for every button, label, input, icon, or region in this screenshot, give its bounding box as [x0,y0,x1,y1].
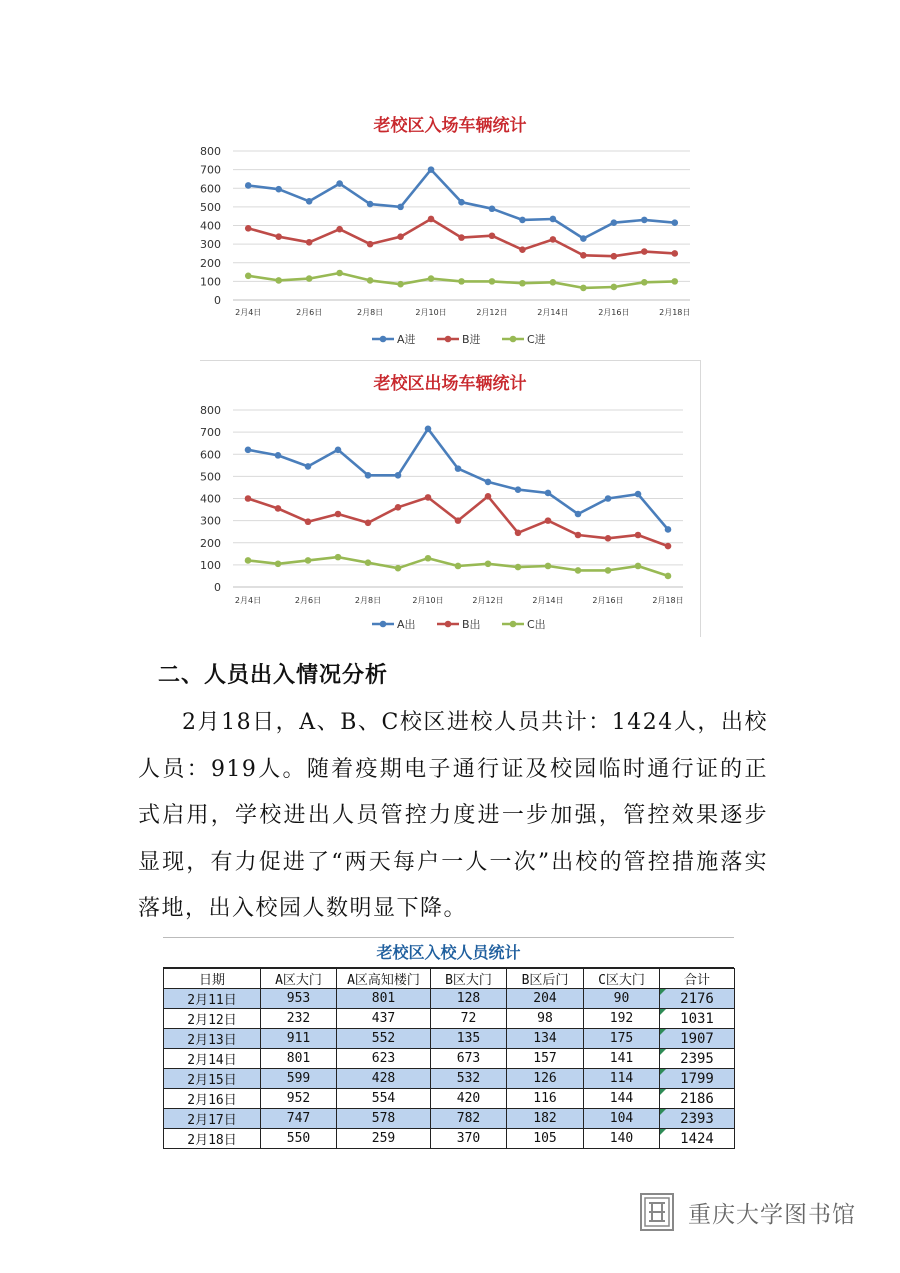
data-point [485,493,492,500]
y-tick-label: 100 [200,558,221,572]
data-point [519,246,526,253]
column-header: 日期 [164,969,261,989]
data-point [545,563,552,570]
data-point [365,520,372,527]
legend-item [502,332,546,346]
data-point [458,234,465,241]
table-row [164,1109,735,1129]
x-tick-label: 2月16日 [592,596,624,605]
legend-swatch-marker [510,336,517,343]
table-cell: 578 [337,1109,431,1129]
data-point [605,567,612,574]
data-point [575,567,582,574]
y-tick-label: 400 [200,219,221,233]
column-header: 合计 [660,969,735,989]
table-cell: 952 [261,1089,337,1109]
y-tick-label: 500 [200,200,221,214]
stats-table [163,968,735,1149]
table-cell: 1424 [660,1129,735,1149]
exit-vehicle-chart [200,360,701,637]
y-tick-label: 300 [200,514,221,528]
data-point [365,472,372,479]
data-point [275,452,282,459]
table-cell: 552 [337,1029,431,1049]
table-cell: 204 [507,989,584,1009]
legend-item [372,617,416,631]
data-point [335,447,342,454]
data-point [428,216,435,223]
data-point [515,564,522,571]
data-point [425,426,432,433]
data-point [245,272,252,279]
y-tick-label: 300 [200,238,221,252]
table-cell: 2月17日 [164,1109,261,1129]
data-point [635,491,642,498]
table-cell: 2月11日 [164,989,261,1009]
table-cell: 623 [337,1049,431,1069]
data-point [458,278,465,285]
table-cell: 747 [261,1109,337,1129]
data-point [245,495,252,502]
table-row [164,1069,735,1089]
data-point [365,559,372,566]
x-tick-label: 2月16日 [598,308,630,317]
table-cell: 2月14日 [164,1049,261,1069]
legend-swatch-marker [380,336,387,343]
library-seal-icon [640,1193,674,1231]
data-point [455,465,462,472]
data-point [519,280,526,287]
x-tick-label: 2月12日 [472,596,504,605]
data-point [428,166,435,173]
table-cell: 420 [431,1089,507,1109]
table-cell: 98 [507,1009,584,1029]
table-cell: 141 [584,1049,660,1069]
data-point [485,560,492,567]
column-header: A区大门 [261,969,337,989]
data-point [367,201,374,208]
data-point [306,275,313,282]
table-cell: 72 [431,1009,507,1029]
table-cell: 105 [507,1129,584,1149]
x-tick-label: 2月10日 [412,596,444,605]
data-point [635,532,642,539]
column-header: B区大门 [431,969,507,989]
table-body [164,989,735,1149]
legend-swatch-marker [445,336,452,343]
table-cell: 134 [507,1029,584,1049]
table-cell: 126 [507,1069,584,1089]
legend-label: A进 [397,333,416,346]
table-cell: 2176 [660,989,735,1009]
table-cell: 175 [584,1029,660,1049]
data-point [455,517,462,524]
data-point [305,518,312,525]
table-cell: 801 [261,1049,337,1069]
data-point [575,532,582,539]
legend-item [437,617,481,631]
column-header: A区高知楼门 [337,969,431,989]
table-cell: 2186 [660,1089,735,1109]
table-cell: 1799 [660,1069,735,1089]
table-cell: 911 [261,1029,337,1049]
table-cell: 157 [507,1049,584,1069]
data-point [665,573,672,580]
y-tick-label: 600 [200,182,221,196]
y-tick-label: 800 [200,404,221,417]
data-point [515,486,522,493]
data-point [306,239,313,246]
data-point [336,226,343,233]
table-cell: 128 [431,989,507,1009]
table-cell: 953 [261,989,337,1009]
column-header: C区大门 [584,969,660,989]
data-point [306,198,313,205]
table-cell: 599 [261,1069,337,1089]
y-tick-label: 0 [214,581,221,594]
table-row [164,989,735,1009]
x-tick-label: 2月18日 [659,308,691,317]
table-row [164,1009,735,1029]
table-cell: 1031 [660,1009,735,1029]
data-point [458,199,465,206]
data-point [485,479,492,486]
data-point [395,565,402,572]
data-point [665,526,672,533]
x-tick-label: 2月18日 [652,596,684,605]
data-point [641,217,648,224]
data-point [611,284,618,291]
data-point [428,275,435,282]
legend-swatch-marker [445,621,452,628]
table-header-row [164,969,735,989]
table-cell: 554 [337,1089,431,1109]
data-point [580,235,587,242]
table-cell: 104 [584,1109,660,1129]
table-cell: 259 [337,1129,431,1149]
data-point [550,216,557,223]
table-cell: 116 [507,1089,584,1109]
table-cell: 2393 [660,1109,735,1129]
data-point [545,517,552,524]
table-cell: 370 [431,1129,507,1149]
section-heading: 二、人员出入情况分析 [158,663,389,688]
data-point [245,447,252,454]
legend-label: B出 [462,618,481,631]
data-point [550,279,557,286]
data-point [397,281,404,288]
table-cell: 182 [507,1109,584,1129]
data-point [275,505,282,512]
y-tick-label: 200 [200,256,221,270]
data-point [275,186,282,193]
data-point [275,277,282,284]
data-point [395,504,402,511]
data-point [245,182,252,189]
table-title: 老校区入校人员统计 [163,937,734,968]
x-tick-label: 2月6日 [294,596,322,605]
data-point [671,278,678,285]
table-cell: 428 [337,1069,431,1089]
table-cell: 2月18日 [164,1129,261,1149]
data-point [305,557,312,564]
data-point [515,529,522,536]
data-point [367,241,374,248]
exit-vehicle-chart-svg [200,361,700,637]
data-point [545,490,552,497]
data-point [397,204,404,211]
data-point [275,233,282,240]
data-point [580,252,587,259]
entry-vehicle-chart-svg [200,100,700,358]
data-point [335,511,342,518]
table-cell: 192 [584,1009,660,1029]
data-point [489,232,496,239]
x-tick-label: 2月4日 [235,308,262,317]
data-point [336,180,343,187]
table-row [164,1049,735,1069]
data-point [489,205,496,212]
y-tick-label: 400 [200,492,221,506]
legend-item [502,617,546,631]
data-point [275,560,282,567]
y-tick-label: 700 [200,426,221,440]
table-cell: 2月16日 [164,1089,261,1109]
table-cell: 135 [431,1029,507,1049]
y-tick-label: 700 [200,163,221,177]
table-cell: 140 [584,1129,660,1149]
data-point [550,236,557,243]
legend-swatch-marker [380,621,387,628]
table-row [164,1129,735,1149]
table-cell: 550 [261,1129,337,1149]
legend-label: B进 [462,333,481,346]
table-cell: 782 [431,1109,507,1129]
x-tick-label: 2月4日 [234,596,262,605]
data-point [671,250,678,257]
library-name: 重庆大学图书馆 [688,1201,856,1228]
y-tick-label: 200 [200,536,221,550]
series-line [248,429,668,530]
table-cell: 144 [584,1089,660,1109]
y-tick-label: 800 [200,145,221,158]
legend-item [372,332,416,346]
chart-title: 老校区出场车辆统计 [373,374,527,394]
table-row [164,1089,735,1109]
analysis-paragraph: 2月18日，A、B、C校区进校人员共计：1424人，出校人员：919人。随着疫期电子通行证及校园临时通行证的正式启用，学校进出人员管控力度进一步加强，管控效果逐步显现，有力促进了“两天每户一人一次”出校的管控措施落实落地，出入校园人数明显下降。 [138,710,768,921]
legend-item [437,332,481,346]
table-cell: 532 [431,1069,507,1089]
x-tick-label: 2月14日 [537,308,569,317]
x-tick-label: 2月8日 [354,596,382,605]
legend-label: C进 [527,333,546,346]
data-point [671,219,678,226]
table-cell: 2月15日 [164,1069,261,1089]
table-cell: 673 [431,1049,507,1069]
data-point [425,555,432,562]
data-point [489,278,496,285]
data-point [455,563,462,570]
data-point [635,563,642,570]
data-point [641,248,648,255]
table-cell: 437 [337,1009,431,1029]
data-point [367,277,374,284]
entry-vehicle-chart [200,100,700,358]
y-tick-label: 600 [200,448,221,462]
data-point [397,233,404,240]
data-point [611,219,618,226]
data-point [641,279,648,286]
data-point [245,225,252,232]
data-point [305,463,312,470]
chart-title: 老校区入场车辆统计 [373,116,527,136]
y-tick-label: 0 [214,294,221,307]
data-point [575,511,582,518]
table-cell: 2月12日 [164,1009,261,1029]
x-tick-label: 2月6日 [296,308,323,317]
table-cell: 232 [261,1009,337,1029]
table-cell: 1907 [660,1029,735,1049]
y-tick-label: 500 [200,470,221,484]
data-point [336,270,343,277]
legend-swatch-marker [510,621,517,628]
x-tick-label: 2月14日 [532,596,564,605]
data-point [425,494,432,501]
data-point [605,495,612,502]
legend-label: C出 [527,618,546,631]
table-row [164,1029,735,1049]
data-point [611,253,618,260]
y-tick-label: 100 [200,275,221,289]
x-tick-label: 2月8日 [357,308,384,317]
data-point [665,543,672,550]
data-point [519,217,526,224]
data-point [245,557,252,564]
legend-label: A出 [397,618,416,631]
data-point [605,535,612,542]
library-footer [640,1193,856,1231]
data-point [580,285,587,292]
data-point [395,472,402,479]
x-tick-label: 2月12日 [476,308,508,317]
data-point [335,554,342,561]
x-tick-label: 2月10日 [415,308,447,317]
table-cell: 801 [337,989,431,1009]
table-cell: 2395 [660,1049,735,1069]
table-cell: 114 [584,1069,660,1089]
table-cell: 2月13日 [164,1029,261,1049]
column-header: B区后门 [507,969,584,989]
entry-people-table [163,937,734,1149]
table-cell: 90 [584,989,660,1009]
